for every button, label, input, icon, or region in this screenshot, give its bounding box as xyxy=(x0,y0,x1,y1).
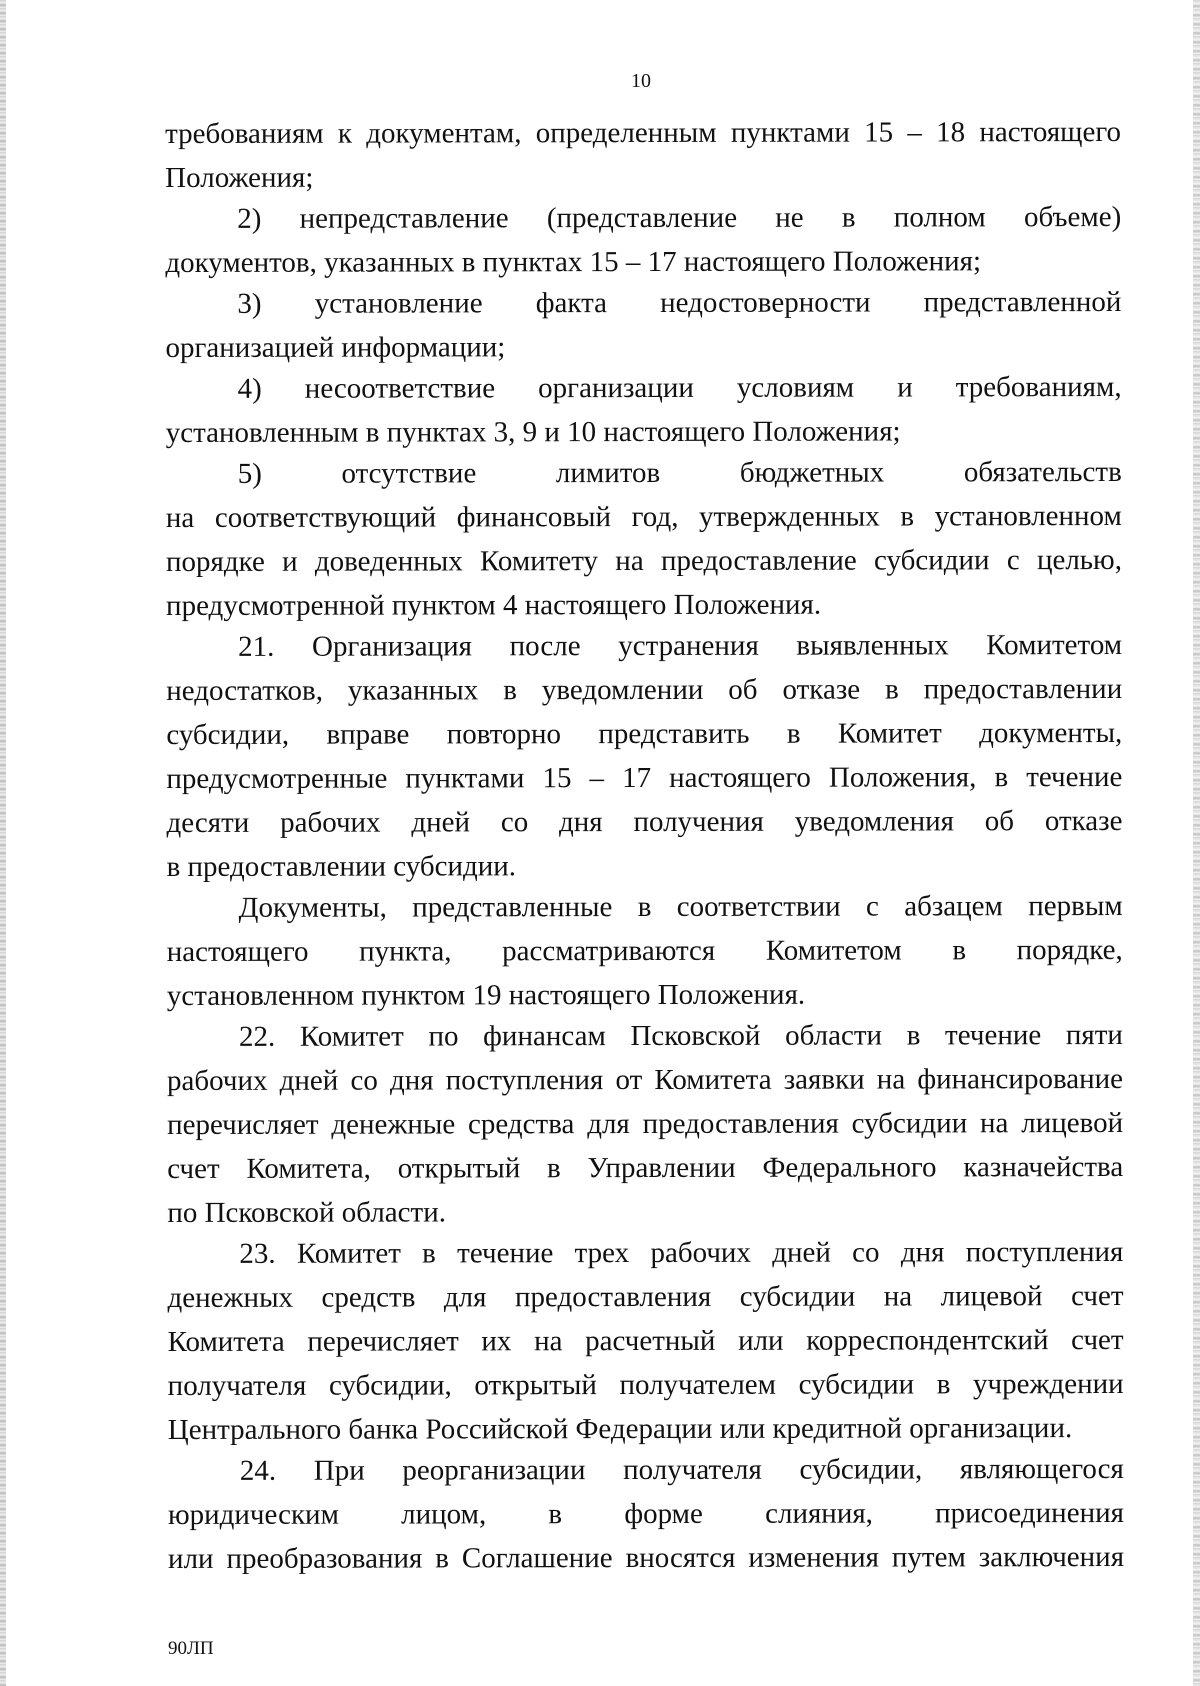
paragraph-line: недостатков, указанных в уведомлении об отказе в предоставлении xyxy=(166,672,1123,707)
paragraph-line: установленном пунктом 19 настоящего Положения. xyxy=(166,978,806,1012)
paragraph-first-line: 5) отсутствие лимитов бюджетных обязательств xyxy=(237,455,1122,490)
paragraph-line: по Псковской области. xyxy=(167,1196,447,1229)
paragraph-line: установленным в пунктах 3, 9 и 10 настоящего Положения; xyxy=(165,415,901,449)
paragraph-line: денежных средств для предоставления субсидии на лицевой счет xyxy=(167,1279,1124,1314)
paragraph-first-line: 2) непредставление (представление не в полном объеме) xyxy=(237,200,1122,235)
paragraph-line: требованиям к документам, определенным пунктами 15 – 18 настоящего xyxy=(165,115,1122,150)
paragraph-first-line: Документы, представленные в соответствии с абзацем первым xyxy=(238,889,1123,924)
paragraph-line: Положения; xyxy=(165,161,314,194)
paragraph-first-line: 22. Комитет по финансам Псковской области в течение пяти xyxy=(238,1018,1123,1053)
paragraph-line: рабочих дней со дня поступления от Комитета заявки на финансирование xyxy=(166,1062,1124,1097)
paragraph-first-line: 21. Организация после устранения выявленных Комитетом xyxy=(238,628,1123,663)
paragraph-line: Центрального банка Российской Федерации или кредитной организации. xyxy=(167,1412,1073,1446)
paragraph-line: в предоставлении субсидии. xyxy=(166,850,517,883)
paragraph-line: организацией информации; xyxy=(165,331,506,364)
paragraph-line: предусмотренной пунктом 4 настоящего Положения. xyxy=(166,588,822,622)
paragraph-line: перечисляет денежные средства для предоставления субсидии на лицевой xyxy=(167,1106,1124,1141)
paragraph-line: субсидии, вправе повторно представить в Комитет документы, xyxy=(166,716,1123,751)
paragraph-line: порядке и доведенных Комитету на предоставление субсидии с целью, xyxy=(165,543,1122,578)
paragraph-line: получателя субсидии, открытый получателем субсидии в учреждении xyxy=(167,1367,1124,1402)
paragraph-line: настоящего пункта, рассматриваются Комитетом в порядке, xyxy=(166,933,1123,968)
scan-edge-right xyxy=(1193,0,1200,1686)
paragraph-line: или преобразования в Соглашение вносятся изменения путем заключения xyxy=(167,1540,1125,1575)
paragraph-line: на соответствующий финансовый год, утвержденных в установленном xyxy=(165,499,1122,534)
paragraph-line: юридическим лицом, в форме слияния, присоединения xyxy=(167,1496,1124,1531)
paragraph-first-line: 23. Комитет в течение трех рабочих дней со дня поступления xyxy=(239,1235,1124,1270)
document-body xyxy=(165,110,1124,1581)
paragraph-line: десяти рабочих дней со дня получения уведомления об отказе xyxy=(166,804,1123,839)
paragraph-line: документов, указанных в пунктах 15 – 17 настоящего Положения; xyxy=(165,245,982,279)
page-number: 10 xyxy=(631,70,651,92)
paragraph-line: предусмотренные пунктами 15 – 17 настоящего Положения, в течение xyxy=(166,760,1123,795)
paragraph-first-line: 4) несоответствие организации условиям и требованиям, xyxy=(237,370,1122,405)
paragraph-first-line: 3) установление факта недостоверности представленной xyxy=(237,285,1122,320)
scan-edge-left xyxy=(0,0,6,1686)
paragraph-line: Комитета перечисляет их на расчетный или корреспондентский счет xyxy=(167,1323,1124,1358)
paragraph-line: счет Комитета, открытый в Управлении Федерального казначейства xyxy=(167,1150,1124,1185)
paragraph-first-line: 24. При реорганизации получателя субсидии, являющегося xyxy=(239,1452,1124,1487)
footer-document-code: 90ЛП xyxy=(168,1638,214,1659)
